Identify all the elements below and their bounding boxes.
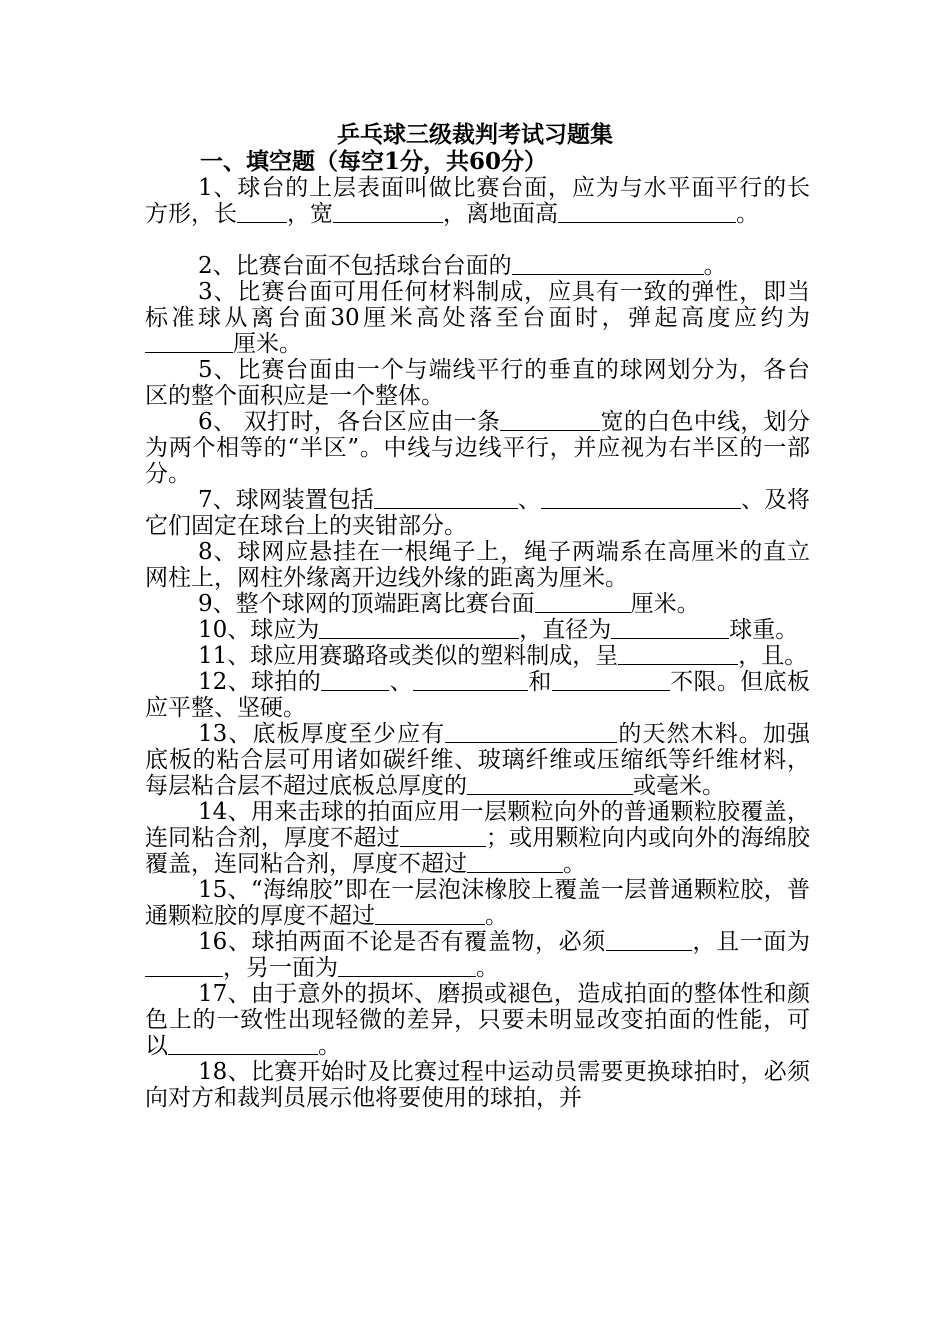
answer-blank[interactable] [168, 1034, 318, 1055]
answer-blank[interactable] [618, 644, 738, 665]
section-heading: 一、填空题（每空1分，共60分） [200, 148, 548, 175]
question-17: 17、由于意外的损坏、磨损或褪色，造成拍面的整体性和颜色上的一致性出现轻微的差异，只要未明显改变拍面的性能，可以 。 [145, 981, 810, 1059]
question-2: 2、比赛台面不包括球台台面的 。 [198, 253, 727, 279]
question-10: 10、球应为 ，直径为 球重。 [198, 617, 799, 643]
question-7: 7、球网装置包括 、 、及将它们固定在球台上的夹钳部分。 [145, 487, 811, 539]
answer-blank[interactable] [558, 202, 736, 223]
answer-blank[interactable] [374, 488, 518, 509]
answer-blank[interactable] [552, 670, 670, 691]
answer-blank[interactable] [319, 618, 519, 639]
answer-blank[interactable] [512, 254, 704, 275]
answer-blank[interactable] [375, 904, 485, 925]
answer-blank[interactable] [321, 670, 389, 691]
question-14: 14、用来击球的拍面应用一层颗粒向外的普通颗粒胶覆盖，连同粘合剂，厚度不超过 ；或用颗粒向内或向外的海绵胶覆盖，连同粘合剂，厚度不超过 。 [145, 799, 811, 877]
answer-blank[interactable] [606, 930, 692, 951]
question-5: 5、比赛台面由一个与端线平行的垂直的球网划分为，各台区的整个面积应是一个整体。 [145, 357, 810, 409]
question-11: 11、球应用赛璐珞或类似的塑料制成，呈 ，且。 [198, 643, 808, 669]
answer-blank[interactable] [467, 774, 633, 795]
answer-blank[interactable] [535, 592, 631, 613]
question-3: 3、比赛台面可用任何材料制成，应具有一致的弹性，即当标准球从离台面30厘米高处落至台面时，弹起高度应约为厘米。 [145, 279, 810, 357]
document-title: 乒乓球三级裁判考试习题集 [337, 121, 613, 148]
question-list [145, 175, 810, 1111]
question-15: 15、“海绵胶”即在一层泡沫橡胶上覆盖一层普通颗粒胶，普通颗粒胶的厚度不超过 。 [145, 877, 810, 929]
question-13: 13、底板厚度至少应有 的天然木料。加强底板的粘合层可用诸如碳纤维、玻璃纤维或压缩纸等纤维材料，每层粘合层不超过底板总厚度的 或毫米。 [145, 721, 810, 799]
answer-blank[interactable] [400, 826, 486, 847]
answer-blank[interactable] [500, 410, 600, 431]
answer-blank[interactable] [541, 488, 741, 509]
question-9: 9、整个球网的顶端距离比赛台面 厘米。 [198, 591, 700, 617]
question-16: 16、球拍两面不论是否有覆盖物，必须 ，且一面为，另一面为 。 [145, 929, 810, 981]
answer-blank[interactable] [145, 332, 233, 353]
question-8: 8、球网应悬挂在一根绳子上，绳子两端系在高厘米的直立网柱上，网柱外缘离开边线外缘的距离为厘米。 [145, 539, 810, 591]
answer-blank[interactable] [413, 670, 528, 691]
answer-blank[interactable] [467, 852, 563, 873]
answer-blank[interactable] [338, 956, 476, 977]
answer-blank[interactable] [611, 618, 729, 639]
answer-blank[interactable] [145, 956, 223, 977]
question-6: 6、 双打时，各台区应由一条 宽的白色中线，划分为两个相等的“半区”。中线与边线平行，并应视为右半区的一部分。 [145, 409, 810, 487]
question-12: 12、球拍的 、 和 不限。但底板应平整、坚硬。 [145, 669, 811, 721]
question-1: 1、球台的上层表面叫做比赛台面，应为与水平面平行的长方形，长 ，宽 ，离地面高 。 [145, 175, 810, 227]
answer-blank[interactable] [333, 202, 443, 223]
answer-blank[interactable] [237, 202, 287, 223]
answer-blank[interactable] [445, 722, 617, 743]
question-18: 18、比赛开始时及比赛过程中运动员需要更换球拍时，必须向对方和裁判员展示他将要使用的球拍，并 [145, 1059, 810, 1111]
